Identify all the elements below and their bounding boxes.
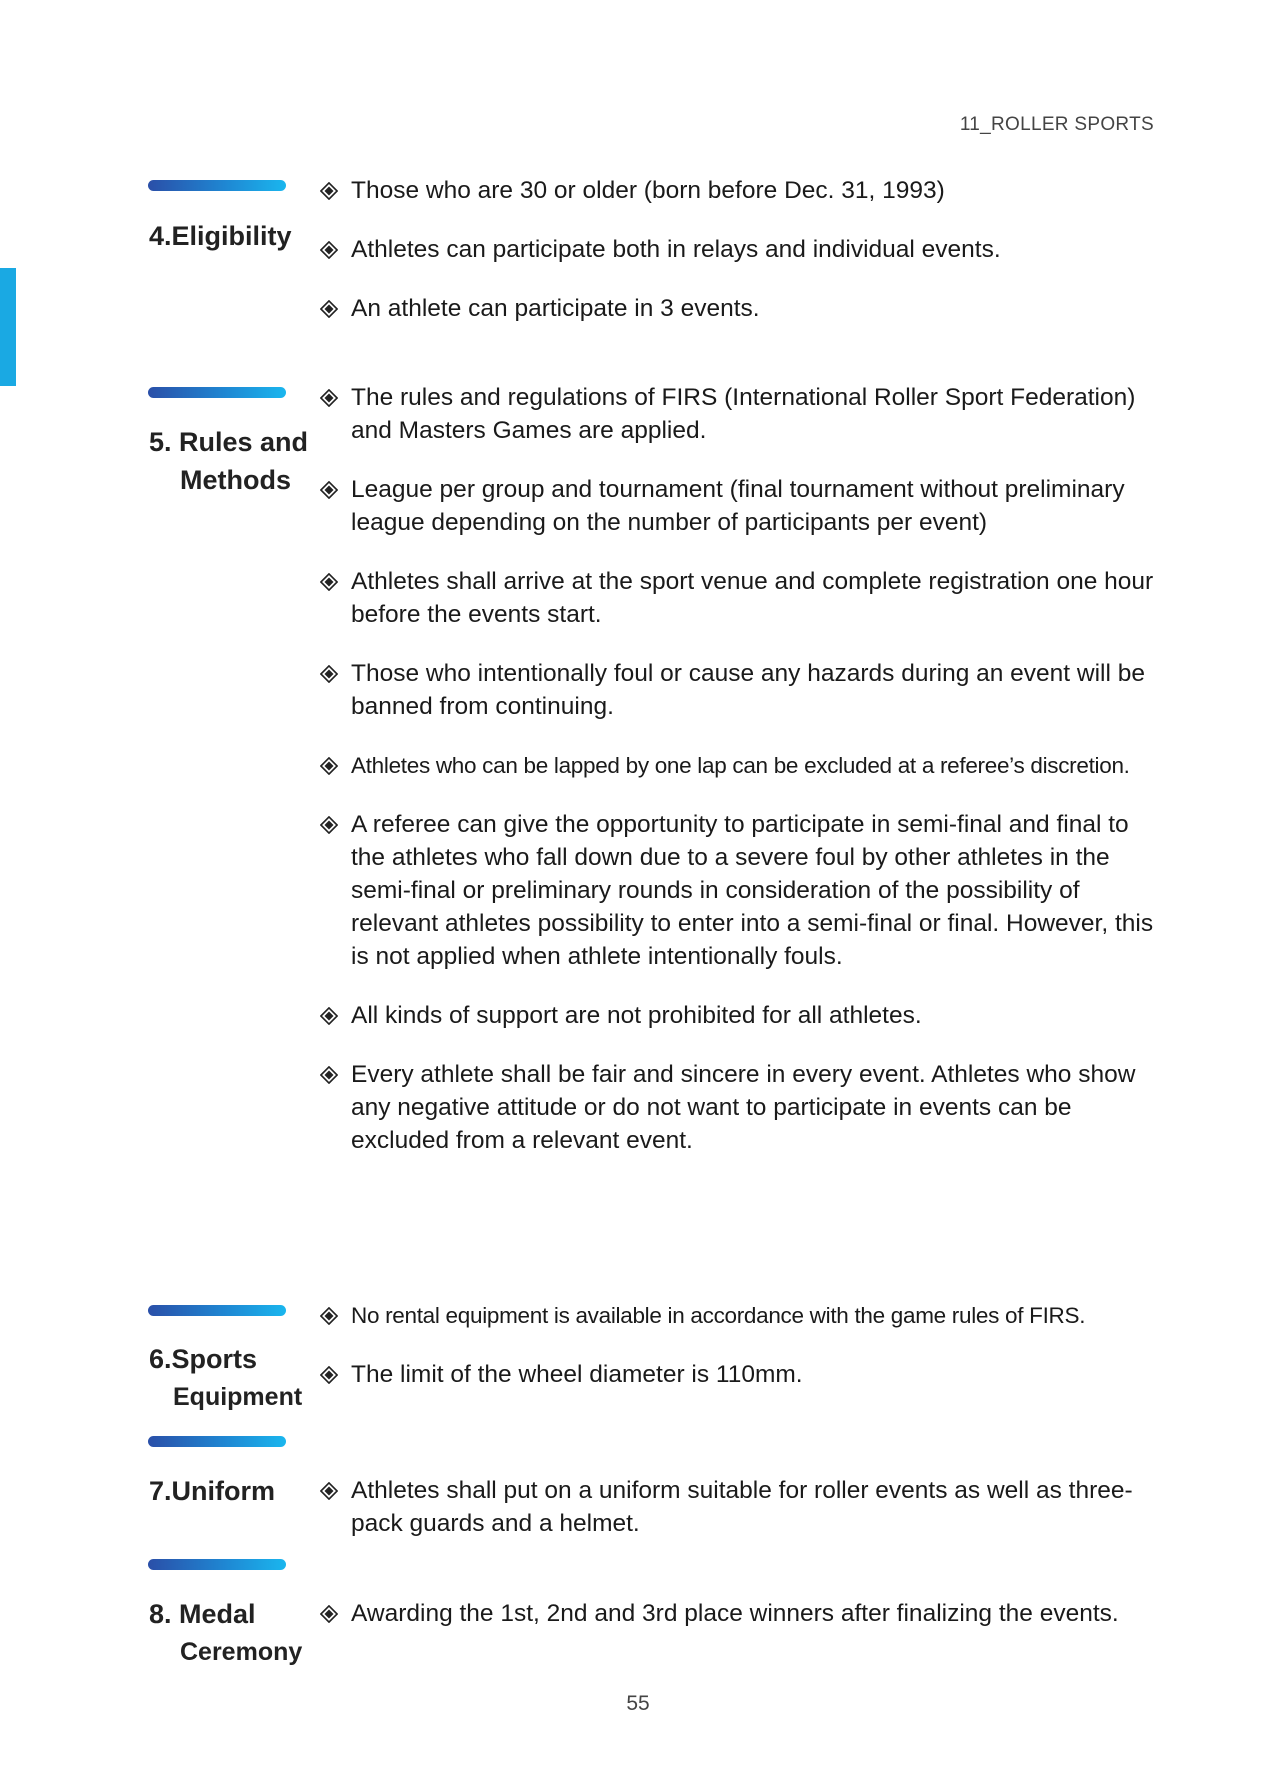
diamond-bullet-icon <box>320 182 338 200</box>
item-text: Athletes shall arrive at the sport venue and complete registration one hour before the events start. <box>351 568 1154 628</box>
list-item <box>320 565 1160 631</box>
section-heading <box>149 1595 302 1671</box>
diamond-bullet-icon <box>320 1605 338 1623</box>
list-item <box>320 999 1160 1032</box>
heading-line-1: 6.Sports <box>149 1344 258 1374</box>
list-item <box>320 473 1160 539</box>
heading-line-2: Methods <box>180 465 291 495</box>
item-text: The limit of the wheel diameter is 110mm. <box>351 1361 803 1388</box>
list-item <box>320 1358 1160 1391</box>
diamond-bullet-icon <box>320 241 338 259</box>
list-item <box>320 808 1160 973</box>
section-heading <box>149 1340 302 1416</box>
item-text: Awarding the 1st, 2nd and 3rd place winners after finalizing the events. <box>351 1600 1119 1627</box>
item-text: Those who are 30 or older (born before Dec. 31, 1993) <box>351 177 945 204</box>
diamond-bullet-icon <box>320 1007 338 1025</box>
list-item <box>320 174 1160 207</box>
item-text: No rental equipment is available in accordance with the game rules of FIRS. <box>351 1303 1086 1328</box>
diamond-bullet-icon <box>320 1307 338 1325</box>
item-text: The rules and regulations of FIRS (International Roller Sport Federation) and Masters Games are applied. <box>351 384 1136 444</box>
item-text: League per group and tournament (final tournament without preliminary league depending on the number of participants per event) <box>351 476 1125 536</box>
item-text: Athletes shall put on a uniform suitable for roller events as well as three-pack guards and a helmet. <box>351 1477 1133 1537</box>
diamond-bullet-icon <box>320 1366 338 1384</box>
list-item <box>320 1597 1160 1630</box>
diamond-bullet-icon <box>320 816 338 834</box>
section-bar <box>148 387 286 398</box>
section-items <box>320 174 1160 351</box>
item-text: Athletes can participate both in relays and individual events. <box>351 236 1001 263</box>
list-item <box>320 657 1160 723</box>
diamond-bullet-icon <box>320 757 338 775</box>
section-heading: 7.Uniform <box>149 1476 276 1506</box>
list-item <box>320 749 1160 782</box>
list-item <box>320 381 1160 447</box>
list-item <box>320 1058 1160 1157</box>
section-items <box>320 381 1160 1183</box>
item-text: Every athlete shall be fair and sincere in every event. Athletes who show any negative attitude or do not want to participate in events can be excluded from a relevant event. <box>351 1061 1136 1154</box>
list-item <box>320 1474 1160 1540</box>
item-text: A referee can give the opportunity to participate in semi-final and final to the athletes who fall down due to a severe foul by other athletes in the semi-final or preliminary rounds in consideration of the possibility of relevant athletes possibility to enter into a semi-final or final. However, this is not applied when athlete intentionally fouls. <box>351 811 1154 970</box>
section-bar <box>148 1305 286 1316</box>
diamond-bullet-icon <box>320 665 338 683</box>
diamond-bullet-icon <box>320 1482 338 1500</box>
item-text: Athletes who can be lapped by one lap can be excluded at a referee’s discretion. <box>351 753 1130 778</box>
section-bar <box>148 180 286 191</box>
section-bar <box>148 1559 286 1570</box>
section-heading <box>149 423 308 499</box>
item-text: An athlete can participate in 3 events. <box>351 295 760 322</box>
diamond-bullet-icon <box>320 300 338 318</box>
side-tab-marker <box>0 268 16 386</box>
list-item <box>320 233 1160 266</box>
item-text: All kinds of support are not prohibited for all athletes. <box>351 1002 922 1029</box>
section-items <box>320 1299 1160 1417</box>
heading-line-1: 5. Rules and <box>149 427 309 457</box>
chapter-header: 11_ROLLER SPORTS <box>959 114 1154 135</box>
heading-line-2: Ceremony <box>180 1638 303 1666</box>
diamond-bullet-icon <box>320 1066 338 1084</box>
section-items <box>320 1474 1160 1566</box>
list-item <box>320 292 1160 325</box>
list-item <box>320 1299 1160 1332</box>
diamond-bullet-icon <box>320 389 338 407</box>
section-items <box>320 1597 1160 1656</box>
heading-line-2: Equipment <box>173 1383 303 1411</box>
diamond-bullet-icon <box>320 573 338 591</box>
item-text: Those who intentionally foul or cause any hazards during an event will be banned from continuing. <box>351 660 1146 720</box>
page-number: 55 <box>626 1692 650 1715</box>
diamond-bullet-icon <box>320 481 338 499</box>
section-heading: 4.Eligibility <box>149 221 292 251</box>
section-bar <box>148 1436 286 1447</box>
heading-line-1: 8. Medal <box>149 1599 256 1629</box>
